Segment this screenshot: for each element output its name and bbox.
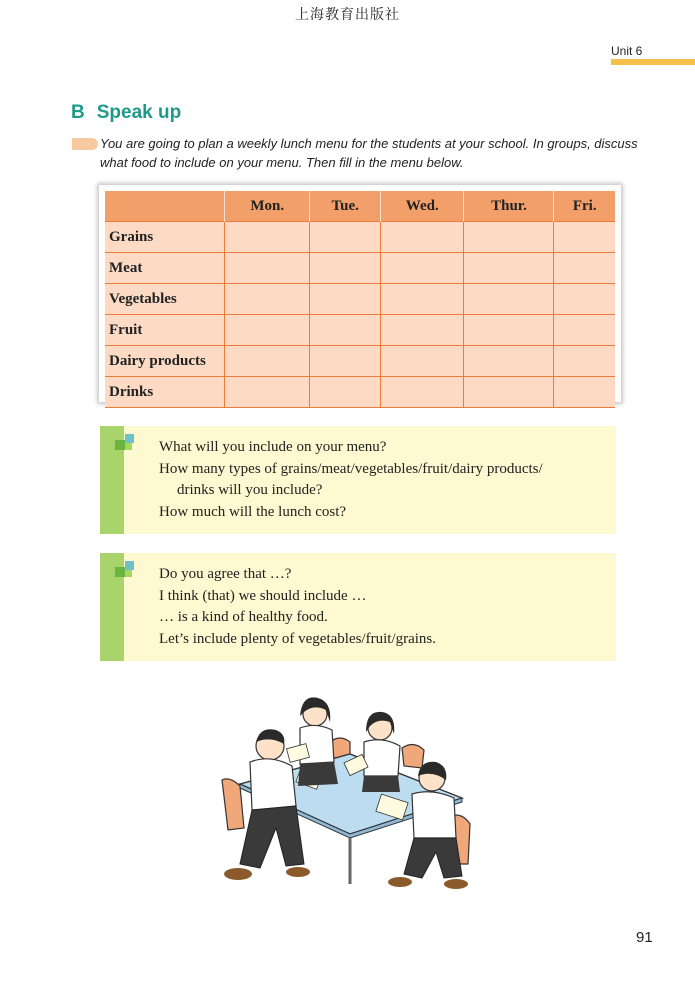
menu-cell[interactable] [554,377,615,408]
question-line: How much will the lunch cost? [159,503,347,520]
menu-cell[interactable] [380,222,464,253]
menu-cell[interactable] [310,284,381,315]
phrase-line: Do you agree that …? [159,566,292,582]
menu-cell[interactable] [554,253,615,284]
menu-cell[interactable] [380,346,464,377]
menu-cell[interactable] [554,284,615,315]
publisher-header: 上海教育出版社 [295,7,400,23]
menu-cell[interactable] [554,222,615,253]
menu-cell[interactable] [225,253,310,284]
menu-cell[interactable] [310,253,381,284]
lunch-menu-table-card [99,185,621,402]
menu-cell[interactable] [225,377,310,408]
menu-cell[interactable] [225,284,310,315]
menu-cell[interactable] [310,315,381,346]
speech-squares-icon-accent [125,561,134,570]
row-label-dairy: Dairy products [105,346,225,377]
table-row [105,284,615,315]
table-row [105,315,615,346]
phrase-line: … is a kind of healthy food. [159,609,328,625]
table-row [105,377,615,408]
question-line: What will you include on your menu? [159,439,387,455]
menu-cell[interactable] [554,315,615,346]
menu-cell[interactable] [380,377,464,408]
menu-cell[interactable] [225,346,310,377]
menu-cell[interactable] [310,377,381,408]
menu-cell[interactable] [310,346,381,377]
section-letter: B [71,102,85,123]
page-number: 91 [636,929,653,946]
menu-cell[interactable] [464,253,554,284]
menu-cell[interactable] [310,222,381,253]
question-line: How many types of grains/meat/vegetables/fruit/dairy products/ [159,460,543,477]
phrase-line: Let’s include plenty of vegetables/fruit/grains. [159,630,437,647]
menu-cell[interactable] [554,346,615,377]
speech-squares-icon-accent [125,434,134,443]
instructions-text: You are going to plan a weekly lunch menu for the students at your school. In groups, discuss what food to include on your menu. Then fill in the menu below. [100,136,638,170]
header-cell-thur: Thur. [464,191,554,222]
menu-cell[interactable] [464,222,554,253]
header-cell-tue: Tue. [310,191,381,222]
instruction-marker-icon [72,138,98,150]
table-row [105,222,615,253]
menu-cell[interactable] [225,222,310,253]
menu-cell[interactable] [380,253,464,284]
unit-label: Unit 6 [611,44,643,58]
section-heading [71,102,181,124]
questions-box [100,426,616,534]
question-line: drinks will you include? [177,482,323,498]
header-cell-fri: Fri. [554,191,615,222]
menu-cell[interactable] [464,346,554,377]
row-label-drinks: Drinks [105,377,225,408]
menu-cell[interactable] [380,315,464,346]
table-row [105,253,615,284]
row-label-grains: Grains [105,222,225,253]
speech-squares-icon-small [125,570,132,577]
table-header-row [105,191,615,222]
table-row [105,346,615,377]
section-title-text: Speak up [96,102,182,123]
speech-squares-icon-small [125,443,132,450]
lunch-menu-table [105,191,615,408]
row-label-meat: Meat [105,253,225,284]
row-label-fruit: Fruit [105,315,225,346]
menu-cell[interactable] [464,377,554,408]
students-discussing-illustration [200,688,490,898]
speech-squares-icon [115,440,125,450]
header-cell-blank [105,191,225,222]
row-label-vegetables: Vegetables [105,284,225,315]
questions-lines [159,437,614,523]
phrase-line: I think (that) we should include … [159,587,367,604]
speech-squares-icon [115,567,125,577]
menu-cell[interactable] [464,315,554,346]
menu-cell[interactable] [225,315,310,346]
phrases-box [100,553,616,661]
header-cell-wed: Wed. [380,191,464,222]
phrases-lines [159,564,614,650]
unit-underline-bar [611,59,695,65]
menu-cell[interactable] [464,284,554,315]
header-cell-mon: Mon. [225,191,310,222]
menu-cell[interactable] [380,284,464,315]
